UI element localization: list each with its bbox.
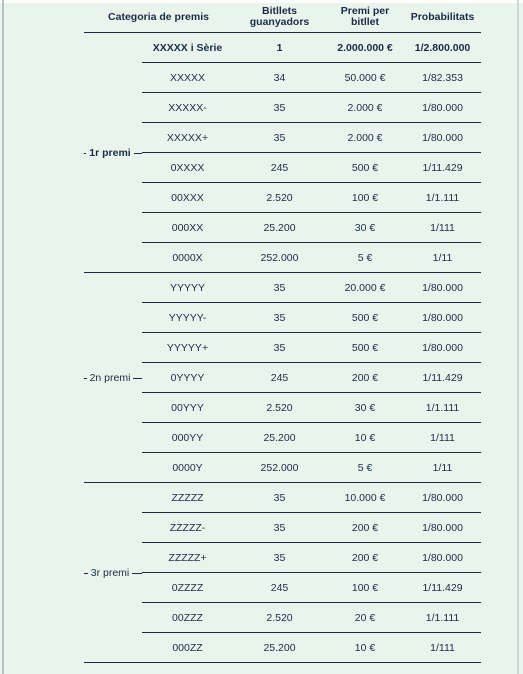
odds-cell: 1/2.800.000 xyxy=(404,33,481,63)
table-row xyxy=(84,243,481,273)
table-row xyxy=(84,513,481,543)
combination-cell: ZZZZZ+ xyxy=(142,543,233,573)
combination-cell: XXXXX- xyxy=(142,93,233,123)
prize-cell: 50.000 € xyxy=(326,63,404,93)
winners-cell: 252.000 xyxy=(233,453,326,483)
winners-cell: 2.520 xyxy=(233,393,326,423)
table-row xyxy=(84,273,481,303)
prize-cell: 100 € xyxy=(326,183,404,213)
table-row xyxy=(84,333,481,363)
prize-category-label xyxy=(84,273,142,483)
combination-cell: ZZZZZ xyxy=(142,483,233,513)
winners-cell: 34 xyxy=(233,63,326,93)
winners-cell: 25.200 xyxy=(233,423,326,453)
odds-cell: 1/111 xyxy=(404,213,481,243)
winners-cell: 2.520 xyxy=(233,183,326,213)
winners-cell: 35 xyxy=(233,483,326,513)
prize-cell: 5 € xyxy=(326,453,404,483)
odds-cell: 1/82.353 xyxy=(404,63,481,93)
prize-category-text: 2n premi xyxy=(87,372,134,384)
combination-cell: 000YY xyxy=(142,423,233,453)
combination-cell: 0ZZZZ xyxy=(142,573,233,603)
prize-cell: 100 € xyxy=(326,573,404,603)
prize-cell: 200 € xyxy=(326,363,404,393)
prize-cell: 200 € xyxy=(326,513,404,543)
winners-cell: 35 xyxy=(233,333,326,363)
prize-cell: 10.000 € xyxy=(326,483,404,513)
prize-cell: 10 € xyxy=(326,423,404,453)
odds-cell: 1/80.000 xyxy=(404,543,481,573)
header-category: Categoria de premis xyxy=(84,2,233,33)
prize-category-text: 1r premi xyxy=(86,147,133,159)
table-row xyxy=(84,63,481,93)
table-row xyxy=(84,123,481,153)
table-row xyxy=(84,363,481,393)
right-border xyxy=(517,0,519,674)
combination-cell: YYYYY xyxy=(142,273,233,303)
table-row xyxy=(84,453,481,483)
table-row xyxy=(84,423,481,453)
combination-cell: 0000Y xyxy=(142,453,233,483)
winners-cell: 35 xyxy=(233,93,326,123)
combination-cell: 0XXXX xyxy=(142,153,233,183)
combination-cell: 000ZZ xyxy=(142,633,233,663)
odds-cell: 1/80.000 xyxy=(404,123,481,153)
table-row xyxy=(84,93,481,123)
winners-cell: 25.200 xyxy=(233,633,326,663)
odds-cell: 1/1.111 xyxy=(404,183,481,213)
odds-cell: 1/11.429 xyxy=(404,363,481,393)
prize-cell: 500 € xyxy=(326,333,404,363)
header-odds: Probabilitats xyxy=(404,2,481,33)
table-row xyxy=(84,543,481,573)
table-body xyxy=(84,33,481,663)
winners-cell: 35 xyxy=(233,123,326,153)
winners-cell: 245 xyxy=(233,153,326,183)
combination-cell: ZZZZZ- xyxy=(142,513,233,543)
prize-cell: 200 € xyxy=(326,543,404,573)
combination-cell: XXXXX xyxy=(142,63,233,93)
table-row xyxy=(84,303,481,333)
left-border xyxy=(2,0,4,674)
odds-cell: 1/80.000 xyxy=(404,513,481,543)
table-row xyxy=(84,183,481,213)
odds-cell: 1/1.111 xyxy=(404,603,481,633)
combination-cell: 00YYY xyxy=(142,393,233,423)
prize-cell: 5 € xyxy=(326,243,404,273)
combination-cell: 0000X xyxy=(142,243,233,273)
table-row xyxy=(84,153,481,183)
odds-cell: 1/111 xyxy=(404,633,481,663)
winners-cell: 35 xyxy=(233,543,326,573)
table-row xyxy=(84,33,481,63)
winners-cell: 252.000 xyxy=(233,243,326,273)
winners-cell: 1 xyxy=(233,33,326,63)
prize-cell: 500 € xyxy=(326,153,404,183)
winners-cell: 245 xyxy=(233,573,326,603)
odds-cell: 1/80.000 xyxy=(404,483,481,513)
combination-cell: YYYYY+ xyxy=(142,333,233,363)
prize-cell: 20 € xyxy=(326,603,404,633)
prize-category-label xyxy=(84,33,142,273)
winners-cell: 35 xyxy=(233,303,326,333)
prize-cell: 2.000 € xyxy=(326,93,404,123)
combination-cell: 0YYYY xyxy=(142,363,233,393)
winners-cell: 35 xyxy=(233,273,326,303)
odds-cell: 1/11.429 xyxy=(404,153,481,183)
prize-category-text: 3r premi xyxy=(88,567,133,579)
prize-cell: 2.000.000 € xyxy=(326,33,404,63)
odds-cell: 1/80.000 xyxy=(404,273,481,303)
odds-cell: 1/11 xyxy=(404,453,481,483)
table-row xyxy=(84,393,481,423)
odds-cell: 1/80.000 xyxy=(404,303,481,333)
odds-cell: 1/80.000 xyxy=(404,93,481,123)
odds-cell: 1/111 xyxy=(404,423,481,453)
combination-cell: XXXXX i Sèrie xyxy=(142,33,233,63)
table-row xyxy=(84,213,481,243)
prize-cell: 30 € xyxy=(326,213,404,243)
table-row xyxy=(84,603,481,633)
table-row xyxy=(84,573,481,603)
combination-cell: YYYYY- xyxy=(142,303,233,333)
odds-cell: 1/1.111 xyxy=(404,393,481,423)
winners-cell: 35 xyxy=(233,513,326,543)
header-prize: Premi per bitllet xyxy=(326,2,404,33)
table-header-row xyxy=(84,2,481,33)
table-row xyxy=(84,633,481,663)
combination-cell: 000XX xyxy=(142,213,233,243)
prize-cell: 500 € xyxy=(326,303,404,333)
combination-cell: 00XXX xyxy=(142,183,233,213)
winners-cell: 245 xyxy=(233,363,326,393)
header-winners: Bitllets guanyadors xyxy=(233,2,326,33)
prize-cell: 20.000 € xyxy=(326,273,404,303)
combination-cell: XXXXX+ xyxy=(142,123,233,153)
odds-cell: 1/11 xyxy=(404,243,481,273)
odds-cell: 1/11.429 xyxy=(404,573,481,603)
winners-cell: 25.200 xyxy=(233,213,326,243)
odds-cell: 1/80.000 xyxy=(404,333,481,363)
prize-cell: 30 € xyxy=(326,393,404,423)
winners-cell: 2.520 xyxy=(233,603,326,633)
prize-cell: 10 € xyxy=(326,633,404,663)
prize-table xyxy=(84,2,481,663)
combination-cell: 00ZZZ xyxy=(142,603,233,633)
prize-category-label xyxy=(84,483,142,663)
prize-cell: 2.000 € xyxy=(326,123,404,153)
table-row xyxy=(84,483,481,513)
